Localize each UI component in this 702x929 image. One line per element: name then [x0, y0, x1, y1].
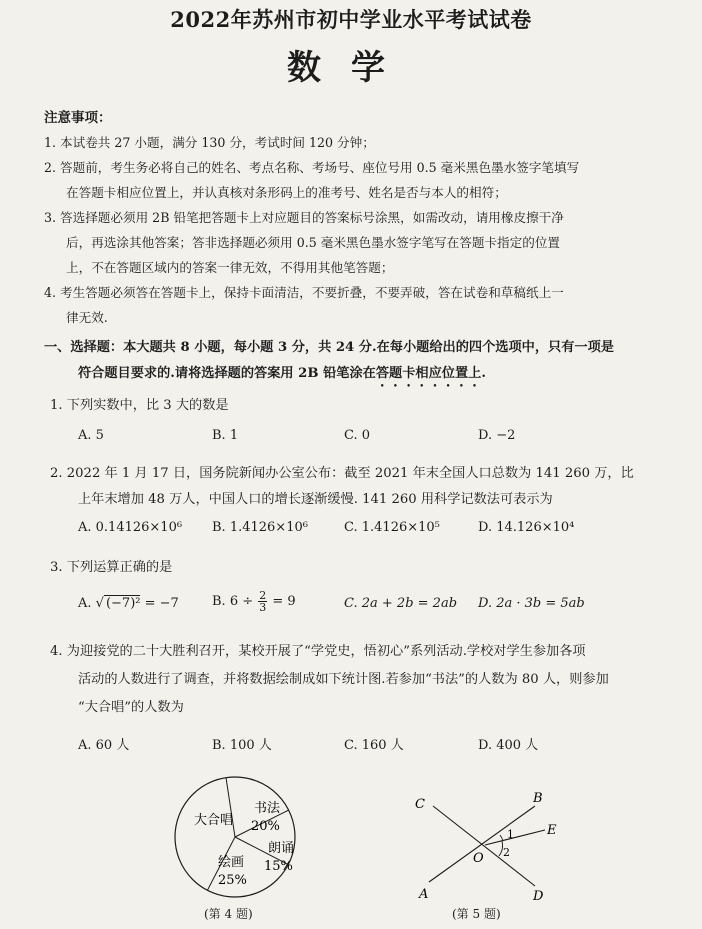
angle-2-arc: [499, 841, 503, 856]
q2-option-c: C. 1.4126×10⁵: [344, 520, 440, 535]
q2-stem-line-1: 2. 2022 年 1 月 17 日，国务院新闻办公室公布：截至 2021 年末全国人口总数为 141 260 万，比: [50, 466, 634, 481]
pie-value-calligraphy: 20%: [251, 819, 280, 834]
label-b: B: [533, 791, 543, 806]
q3-b-result: = 9: [268, 594, 296, 609]
q4-stem-line-3: “大合唱”的人数为: [78, 700, 184, 715]
q4-stem-line-1: 4. 为迎接党的二十大胜利召开，某校开展了“学党史，悟初心”系列活动.学校对学生参加各项: [50, 644, 586, 659]
sqrt-symbol: √: [95, 596, 104, 611]
q4-stem-line-2: 活动的人数进行了调查，并将数据绘制成如下统计图.若参加“书法”的人数为 80 人，则参加: [78, 672, 609, 687]
line-cd: [433, 806, 535, 886]
fig5-caption: (第 5 题): [452, 907, 501, 921]
q3-b-numerator: 2: [259, 589, 267, 602]
q2-option-d: D. 14.126×10⁴: [478, 520, 575, 535]
q3-option-b: [212, 590, 296, 613]
subject-title: 数学: [287, 48, 415, 88]
q3-stem: 3. 下列运算正确的是: [50, 560, 173, 575]
q3-option-a: [78, 596, 179, 611]
q1-option-d: D. −2: [478, 428, 516, 443]
q4-option-c: C. 160 人: [344, 738, 404, 753]
note-line-3: 在答题卡相应位置上，并认真核对条形码上的准考号、姓名是否与本人的相符；: [66, 185, 507, 200]
angle-2-label: 2: [503, 846, 510, 859]
angle-1-label: 1: [507, 828, 514, 841]
label-d: D: [533, 889, 544, 904]
pie-label-recite: 朗诵: [268, 841, 295, 856]
section-line-2a: 符合题目要求的.请将选择题的答案用 2B 铅笔涂在: [78, 366, 376, 381]
q4-option-d: D. 400 人: [478, 738, 539, 753]
section-emphasis: 答题卡相应位置上: [375, 366, 482, 381]
pie-slice-boundary-choir-calligraphy: [226, 778, 235, 837]
ray-oe: [485, 830, 545, 845]
section-heading-line-2: [78, 362, 486, 390]
note-line-5: 后，再选涂其他答案；答非选择题必须用 0.5 毫米黑色墨水签字笔写在答题卡指定的位置: [66, 235, 561, 250]
note-line-4: 3. 答选择题必须用 2B 铅笔把答题卡上对应题目的答案标号涂黑，如需改动，请用橡皮擦干净: [44, 210, 564, 225]
q1-option-a: A. 5: [78, 428, 104, 443]
fig4-caption: (第 4 题): [204, 907, 253, 921]
label-a: A: [419, 887, 429, 902]
q2-stem-line-2: 上年末增加 48 万人，中国人口的增长逐渐缓慢. 141 260 用科学记数法可表示为: [78, 492, 553, 507]
section-line-2b: .: [481, 366, 486, 381]
pie-label-calligraphy: 书法: [254, 801, 281, 816]
section-heading-line-1: 一、选择题：本大题共 8 小题，每小题 3 分，共 24 分.在每小题给出的四个选项中，只有一项是: [44, 340, 614, 355]
pie-label-paint: 绘画: [218, 855, 245, 870]
label-e: E: [547, 823, 557, 838]
q3-a-result: = −7: [140, 596, 179, 611]
note-line-2: 2. 答题前，考生务必将自己的姓名、考点名称、考场号、座位号用 0.5 毫米黑色墨水签字笔填写: [44, 160, 580, 175]
q3-b-fraction: [258, 590, 267, 613]
q4-option-a: A. 60 人: [78, 738, 130, 753]
label-c: C: [415, 797, 425, 812]
q1-option-c: C. 0: [344, 428, 371, 443]
note-line-8: 律无效.: [66, 310, 108, 325]
q1-stem: 1. 下列实数中，比 3 大的数是: [50, 398, 229, 413]
note-line-1: 1. 本试卷共 27 小题，满分 130 分，考试时间 120 分钟；: [44, 135, 375, 150]
label-o: O: [473, 851, 484, 866]
pie-label-choir: 大合唱: [194, 813, 234, 828]
note-line-6: 上，不在答题区域内的答案一律无效，不得用其他笔答题；: [66, 260, 394, 275]
q3-b-label: B. 6 ÷: [212, 594, 258, 609]
exam-title: 2022年苏州市初中学业水平考试试卷: [170, 7, 532, 32]
angle-1-arc: [500, 835, 503, 841]
line-ab: [429, 806, 535, 882]
pie-value-paint: 25%: [218, 873, 247, 888]
q2-option-b: B. 1.4126×10⁶: [212, 520, 308, 535]
q3-option-c: C. 2a + 2b = 2ab: [344, 596, 458, 611]
q3-a-label: A.: [78, 596, 96, 611]
q2-option-a: A. 0.14126×10⁶: [78, 520, 183, 535]
pie-value-recite: 15%: [264, 859, 293, 874]
q4-option-b: B. 100 人: [212, 738, 272, 753]
q3-b-denominator: 3: [259, 601, 267, 614]
note-line-7: 4. 考生答题必须答在答题卡上，保持卡面清洁，不要折叠，不要弄破，答在试卷和草稿纸上一: [44, 285, 564, 300]
q3-a-radicand: (−7)²: [105, 596, 141, 611]
angle-diagram: [405, 782, 575, 906]
pie-chart: [160, 772, 310, 902]
q1-option-b: B. 1: [212, 428, 239, 443]
q3-option-d: D. 2a · 3b = 5ab: [478, 596, 585, 611]
notes-heading: 注意事项：: [44, 110, 112, 126]
